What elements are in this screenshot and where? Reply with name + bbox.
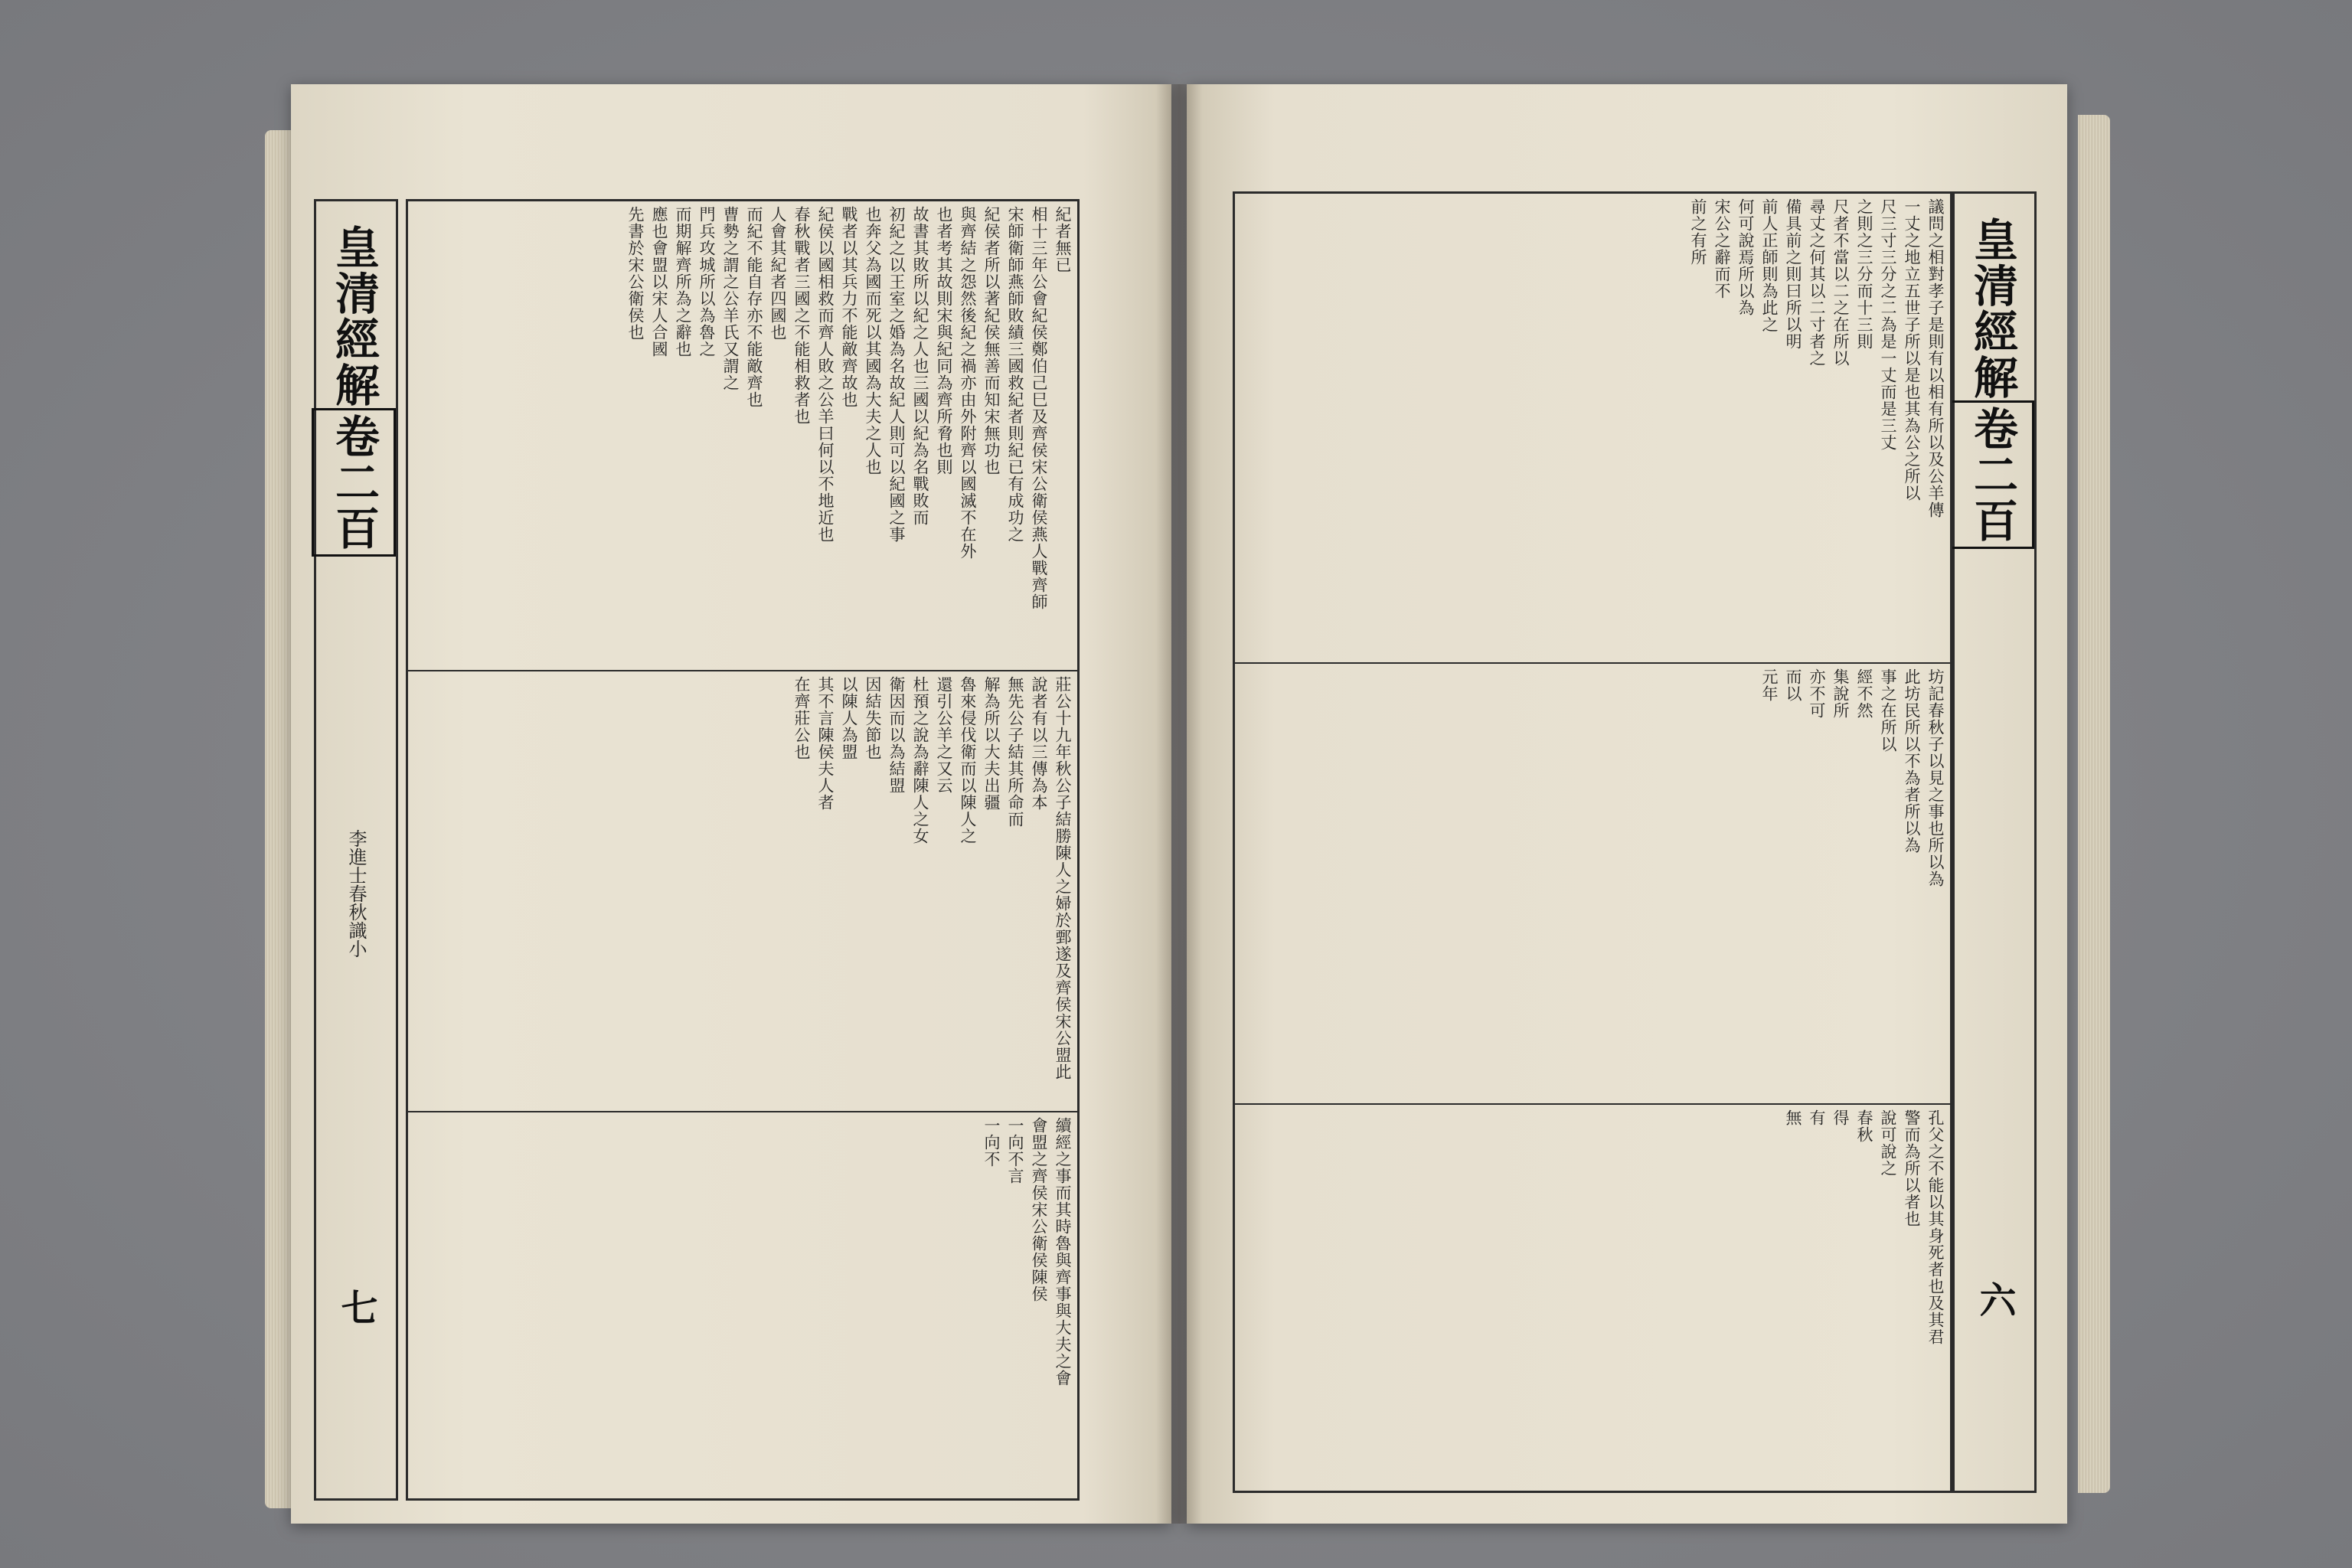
left-juan-label: 卷二百	[312, 408, 396, 557]
right-band-rule-1	[1235, 662, 1950, 664]
text-column: 在齊莊公也	[792, 676, 811, 760]
left-lower-band	[413, 1117, 1073, 1492]
left-upper-band	[413, 206, 1073, 665]
right-page-number: 六	[1973, 1281, 2016, 1318]
left-text-frame	[406, 199, 1080, 1501]
left-middle-band	[413, 676, 1073, 1105]
text-column: 而期解齊所為之辭也	[674, 206, 692, 358]
right-band-rule-2	[1235, 1103, 1950, 1105]
text-column: 備具前之則曰所以明	[1784, 198, 1802, 350]
left-page-number: 七	[335, 1289, 377, 1325]
text-column: 故書其敗所以紀之人也三國以紀為名戰敗而	[911, 206, 929, 526]
text-column: 一向不	[982, 1117, 1001, 1168]
text-column: 亦不可	[1808, 668, 1826, 719]
text-column: 衛因而以為結盟	[887, 676, 906, 794]
text-column: 與齊結之怨然後紀之禍亦由外附齊以國滅不在外	[959, 206, 977, 560]
open-book	[291, 84, 2082, 1524]
text-column: 杜預之說為辭陳人之女	[911, 676, 929, 844]
right-page-title	[1955, 217, 2034, 549]
text-column: 相十三年公會紀侯鄭伯己巳及齊侯宋公衛侯燕人戰齊師	[1030, 206, 1048, 610]
text-column: 前人正師則為此之	[1760, 198, 1779, 333]
text-column: 人會其紀者四國也	[769, 206, 787, 341]
text-column: 紀侯者所以著紀侯無善而知宋無功也	[982, 206, 1001, 475]
text-column: 還引公羊之又云	[935, 676, 953, 794]
left-margin-column	[314, 199, 398, 1501]
text-column: 因結失節也	[864, 676, 882, 760]
text-column: 議問之相對孝子是則有以相有所以及公羊傳	[1926, 198, 1945, 518]
text-column: 集說所	[1831, 668, 1850, 719]
right-page	[1187, 84, 2067, 1524]
right-juan-label: 卷二百	[1950, 400, 2034, 549]
right-upper-band	[1240, 198, 1945, 658]
right-middle-band	[1240, 668, 1945, 1097]
text-column: 續經之事而其時魯與齊事與大夫之會	[1054, 1117, 1072, 1387]
text-column: 門兵攻城所以為魯之	[697, 206, 716, 358]
text-column: 得	[1831, 1109, 1850, 1126]
text-column: 而以	[1784, 668, 1802, 702]
text-column: 春秋	[1855, 1109, 1873, 1143]
text-column: 元年	[1760, 668, 1779, 702]
text-column: 坊記春秋子以見之事也所以為	[1926, 668, 1945, 887]
left-band-rule-1	[408, 670, 1077, 671]
text-column: 也者考其故則宋與紀同為齊所脅也則	[935, 206, 953, 475]
text-column: 經不然	[1855, 668, 1873, 719]
left-page-title	[316, 224, 396, 557]
text-column: 魯來侵伐衛而以陳人之	[959, 676, 977, 844]
left-scholar-line: 李進士春秋識小	[345, 829, 367, 958]
text-column: 戰者以其兵力不能敵齊故也	[840, 206, 858, 408]
text-column: 此坊民所以不為者所以為	[1903, 668, 1921, 854]
left-book-title: 皇清經解	[328, 224, 380, 408]
text-column: 尋丈之何其以二寸者之	[1808, 198, 1826, 367]
left-page	[291, 84, 1171, 1524]
page-stack-right-edge	[2078, 115, 2110, 1493]
text-column: 一丈之地立五世子所以是也其為公之所以	[1903, 198, 1921, 501]
text-column: 無先公子結其所命而	[1006, 676, 1024, 828]
left-band-rule-2	[408, 1111, 1077, 1112]
right-lower-band	[1240, 1109, 1945, 1485]
text-column: 先書於宋公衛侯也	[626, 206, 645, 341]
text-column: 莊公十九年秋公子結勝陳人之婦於鄄遂及齊侯宋公盟此	[1054, 676, 1072, 1080]
text-column: 也奔父為國而死以其國為大夫之人也	[864, 206, 882, 475]
right-text-frame	[1233, 191, 1952, 1493]
text-column: 曹勢之謂之公羊氏又謂之	[721, 206, 740, 391]
text-column: 而紀不能自存亦不能敵齊也	[745, 206, 763, 408]
text-column: 說者有以三傳為本	[1030, 676, 1048, 811]
text-column: 其不言陳侯夫人者	[816, 676, 835, 811]
right-margin-column	[1952, 191, 2037, 1493]
text-column: 說可說之	[1879, 1109, 1897, 1177]
text-column: 前之有所	[1689, 198, 1707, 266]
text-column: 宋師衛師燕師敗績三國救紀者則紀已有成功之	[1006, 206, 1024, 543]
text-column: 尺者不當以二之在所以	[1831, 198, 1850, 367]
text-column: 孔父之不能以其身死者也及其君	[1926, 1109, 1945, 1345]
text-column: 初紀之以王室之婚為名故紀人則可以紀國之事	[887, 206, 906, 543]
text-column: 以陳人為盟	[840, 676, 858, 760]
text-column: 應也會盟以宋人合國	[650, 206, 668, 358]
text-column: 解為所以大夫出疆	[982, 676, 1001, 811]
text-column: 春秋戰者三國之不能相救者也	[792, 206, 811, 425]
text-column: 有	[1808, 1109, 1826, 1126]
text-column: 宋公之辭而不	[1713, 198, 1731, 299]
book-gutter	[1156, 84, 1202, 1524]
right-book-title: 皇清經解	[1966, 217, 2018, 400]
text-column: 無	[1784, 1109, 1802, 1126]
text-column: 警而為所以者也	[1903, 1109, 1921, 1227]
text-column: 事之在所以	[1879, 668, 1897, 753]
text-column: 紀侯以國相救而齊人敗之公羊曰何以不地近也	[816, 206, 835, 543]
text-column: 會盟之齊侯宋公衛侯陳侯	[1030, 1117, 1048, 1302]
text-column: 紀者無已	[1054, 206, 1072, 273]
text-column: 何可說焉所以為	[1736, 198, 1755, 316]
text-column: 之則之三分而十三則	[1855, 198, 1873, 350]
text-column: 尺三寸三分之二為是一丈而是三丈	[1879, 198, 1897, 451]
text-column: 一向不言	[1006, 1117, 1024, 1184]
